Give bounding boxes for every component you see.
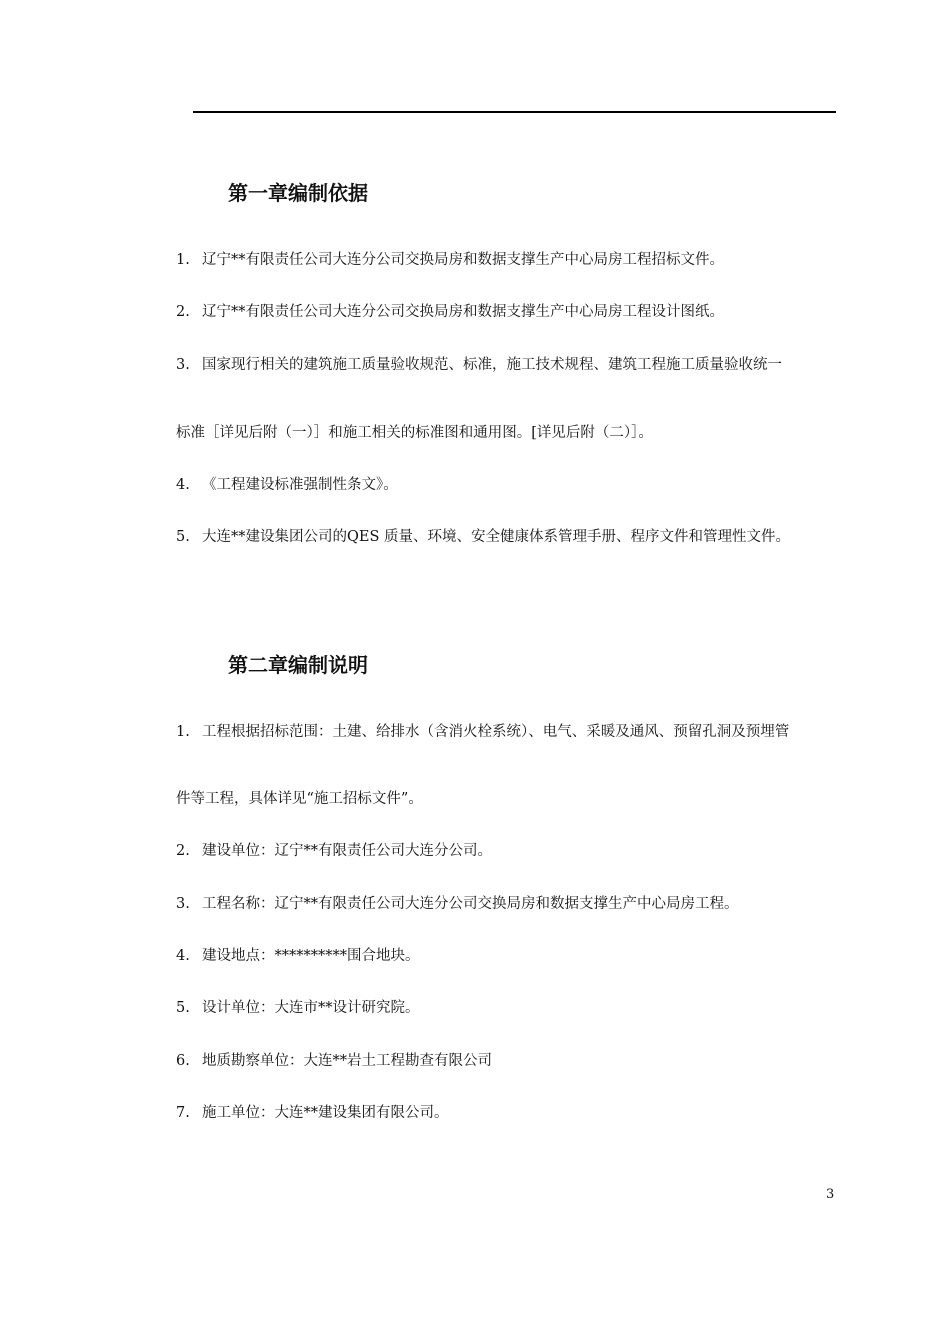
item-number: 4. — [176, 477, 190, 493]
item-number: 1. — [176, 724, 190, 740]
item-text: 辽宁**有限责任公司大连分公司交换局房和数据支撑生产中心局房工程招标文件。 — [202, 252, 724, 268]
chapter-1-item-5 — [176, 527, 790, 547]
item-text: 地质勘察单位：大连**岩土工程勘查有限公司 — [202, 1053, 492, 1069]
item-number: 7. — [176, 1105, 190, 1121]
chapter-2-item-1 — [176, 722, 789, 742]
chapter-2-item-2 — [176, 841, 492, 861]
chapter-2-item-6 — [176, 1051, 492, 1071]
item-number: 2. — [176, 843, 190, 859]
chapter-1-item-3 — [176, 355, 782, 375]
item-text: 辽宁**有限责任公司大连分公司交换局房和数据支撑生产中心局房工程设计图纸。 — [202, 304, 724, 320]
item-text: 建设单位：辽宁**有限责任公司大连分公司。 — [202, 843, 492, 859]
item-text: 设计单位：大连市**设计研究院。 — [202, 1000, 420, 1016]
item-number: 3. — [176, 896, 190, 912]
chapter-2-item-5 — [176, 998, 420, 1018]
chapter-2-item-7 — [176, 1103, 449, 1123]
item-number: 2. — [176, 304, 190, 320]
header-rule — [193, 111, 836, 113]
item-number: 1. — [176, 252, 190, 268]
item-text: 施工单位：大连**建设集团有限公司。 — [202, 1105, 449, 1121]
item-number: 3. — [176, 357, 190, 373]
item-number: 4. — [176, 948, 190, 964]
chapter-2-title: 第二章编制说明 — [228, 653, 368, 677]
item-number: 5. — [176, 529, 190, 545]
chapter-1-item-4 — [176, 475, 398, 495]
chapter-2-item-4 — [176, 946, 420, 966]
item-text: 大连**建设集团公司的QES 质量、环境、安全健康体系管理手册、程序文件和管理性文件。 — [202, 529, 791, 545]
item-number: 6. — [176, 1053, 190, 1069]
chapter-2-item-1-continuation: 件等工程，具体详见“施工招标文件”。 — [176, 791, 423, 807]
item-text: 工程根据招标范围：土建、给排水（含消火栓系统）、电气、采暖及通风、预留孔洞及预埋管 — [202, 724, 790, 740]
page-number: 3 — [826, 1187, 835, 1202]
item-text: 《工程建设标准强制性条文》。 — [202, 477, 398, 493]
item-text: 国家现行相关的建筑施工质量验收规范、标准，施工技术规程、建筑工程施工质量验收统一 — [202, 357, 782, 373]
chapter-2-item-3 — [176, 894, 739, 914]
chapter-1-item-2 — [176, 302, 724, 322]
chapter-1-item-3-continuation: 标准［详见后附（一）］和施工相关的标准图和通用图。[详见后附（二）］。 — [176, 425, 653, 441]
item-number: 5. — [176, 1000, 190, 1016]
item-text: 建设地点：**********围合地块。 — [202, 948, 420, 964]
item-text: 工程名称：辽宁**有限责任公司大连分公司交换局房和数据支撑生产中心局房工程。 — [202, 896, 739, 912]
chapter-1-title: 第一章编制依据 — [228, 181, 368, 205]
chapter-1-item-1 — [176, 250, 724, 270]
